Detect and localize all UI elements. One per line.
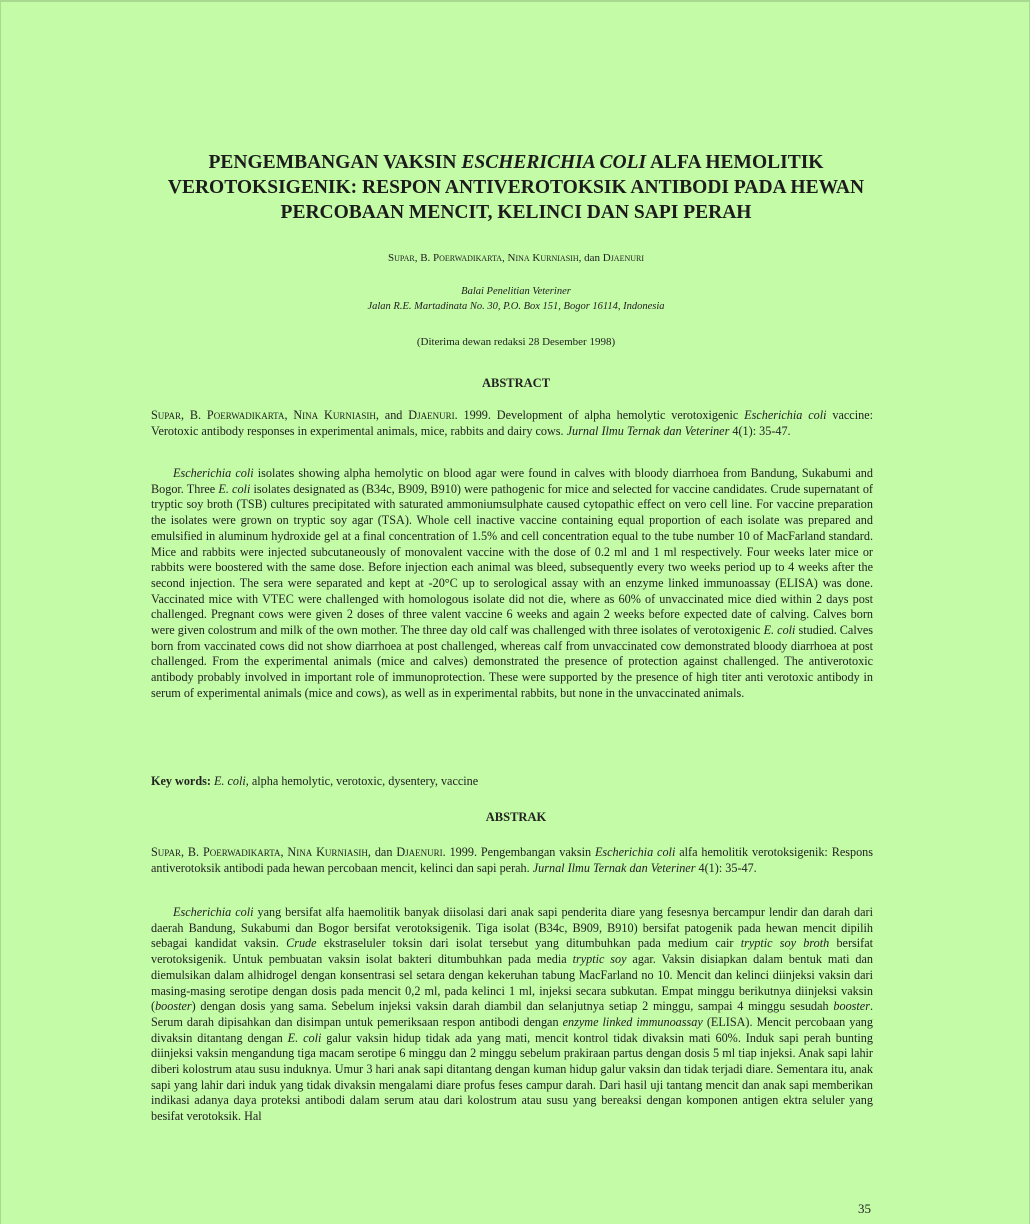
author-list: [1, 252, 1030, 264]
abstrak-text-2: ekstraseluler toksin dari isolat tersebut yang ditumbuhkan pada medium cair: [316, 936, 741, 951]
abstrak-text-7: (ELISA). Mencit percobaan yang divaksin ditantang dengan: [151, 1014, 873, 1045]
abstrak-text-1: yang bersifat alfa haemolitik banyak diisolasi dari anak sapi penderita diare yang fesesnya bercampur lendir dan darah dari daerah Bandung, Sukabumi dan Bogor bersifat verotoksigenik. Tiga isolat (B34c, B909, B910) bersifat patogenik pada hewan mencit dipilih sebagai kandidat vaksin.: [151, 905, 873, 951]
page-number: 35: [858, 1201, 871, 1216]
title-text-2: ALFA HEMOLITIK VEROTOKSIGENIK: RESPON ANTIVEROTOKSIK ANTIBODI PADA HEWAN PERCOBAAN MENCIT, KELINCI DAN SAPI PERAH: [167, 152, 865, 223]
abstract-citation-last-author: Djaenuri: [408, 408, 455, 422]
keywords-list: , alpha hemolytic, verotoxic, dysentery, vaccine: [245, 774, 479, 788]
abstrak-citation-journal: Jurnal Ilmu Ternak dan Veteriner: [532, 860, 696, 875]
abstrak-text-4: agar. Vaksin disiapkan dalam bentuk mati dan diemulsikan dalam alhidrogel dengan konsentrasi sel setara dengan kekeruhan tabung MacFarland no 10. Mencit dan kelinci diinjeksi vaksin dari masing-masing serotipe dengan dosis pada mencit 0,2 ml, pada kelinci 1 ml, injeksi secara subkutan. Empat minggu berikutnya diinjeksi vaksin (: [151, 952, 873, 1014]
abstract-text-2: isolates designated as (B34c, B909, B910) were pathogenic for mice and selected for vaccine candidates. Crude supernatant of tryptic soy broth (TSB) cultures precipitated with saturated ammoniumsulphate caused cytopathic effect on vero cell line. For vaccine preparation the isolates were grown on tryptic soy agar (TSA). Whole cell inactive vaccine containing equal proportion of each isolate was prepared and emulsified in aluminum hydroxide gel at a final concentration of 1.5% and cell concentration equal to the tube number 10 of MacFarland standard. Mice and rabbits were injected subcutaneously of monovalent vaccine with the dose of 0.2 ml and 1 ml respectively. Four weeks later mice or rabbits were boostered with the same dose. Before injection each animal was bleed, subsequently every two weeks period up to 4 weeks after the second injection. The sera were separated and kept at -20°C up to serological assay with an enzyme linked immunoassay (ELISA) was done. Vaccinated mice with VTEC were challenged with homologous isolate did not die, where as 60% of unvaccinated mice died within 2 days post challenged. Pregnant cows were given 2 doses of three valent vaccine 6 weeks and again 2 weeks before expected date of calving. Calves born were given colostrum and milk of the own mother. The three day old calf was challenged with three isolates of verotoxigenic: [151, 481, 873, 638]
author-names: Supar, B. Poerwadikarta, Nina Kurniasih,: [387, 252, 582, 264]
abstrak-body: [151, 905, 873, 1125]
abstract-italic-3: E. coli: [763, 623, 796, 638]
abstrak-text-5: ) dengan dosis yang sama. Sebelum injeksi vaksin darah diambil dan selanjutnya setiap 2 minggu, sampai 4 minggu sesudah: [191, 999, 834, 1014]
abstract-italic-2: E. coli: [218, 481, 251, 496]
abstract-citation: [151, 408, 873, 439]
abstract-body: [151, 466, 873, 702]
keywords: [151, 774, 873, 790]
abstrak-italic-4: tryptic soy: [572, 952, 627, 967]
title-italic-species: ESCHERICHIA COLI: [461, 152, 647, 173]
abstrak-italic-5: booster: [155, 999, 192, 1014]
abstrak-citation-and: dan: [370, 845, 397, 859]
abstract-italic-1: Escherichia coli: [173, 466, 254, 480]
abstrak-text-3: bersifat verotoksigenik. Untuk pembuatan vaksin isolat bakteri ditumbuhkan pada media: [151, 936, 873, 967]
abstract-citation-species: Escherichia coli: [744, 408, 827, 422]
title-text-1: PENGEMBANGAN VAKSIN: [208, 152, 462, 173]
affiliation: [1, 284, 1030, 314]
abstrak-citation-last-author: Djaenuri: [396, 845, 443, 859]
abstrak-citation-text-1: . 1999. Pengembangan vaksin: [442, 845, 595, 859]
abstrak-italic-1: Escherichia coli: [173, 905, 254, 919]
abstrak-citation-authors: Supar, B. Poerwadikarta, Nina Kurniasih,: [151, 845, 371, 859]
abstract-citation-journal: Jurnal Ilmu Ternak dan Veteriner: [566, 423, 730, 438]
paper-title: [151, 150, 881, 225]
abstract-heading: ABSTRACT: [481, 376, 551, 390]
abstract-citation-text-1: . 1999. Development of alpha hemolytic verotoxigenic: [454, 408, 745, 422]
abstrak-italic-3: tryptic soy broth: [740, 936, 830, 951]
keywords-italic: E. coli: [210, 774, 246, 788]
abstrak-citation-text-2: alfa hemolitik verotoksigenik: Respons antiverotoksik antibodi pada hewan percobaan mencit, kelinci dan sapi perah.: [151, 845, 874, 875]
received-date: (Diterima dewan redaksi 28 Desember 1998): [416, 336, 616, 348]
abstract-citation-authors: Supar, B. Poerwadikarta, Nina Kurniasih,: [151, 408, 379, 422]
affiliation-institution: Balai Penelitian Veteriner: [461, 286, 571, 297]
abstrak-italic-8: E. coli: [287, 1030, 322, 1045]
author-last: Djaenuri: [602, 252, 645, 264]
abstrak-text-6: . Serum darah dipisahkan dan disimpan untuk pemeriksaan respon antibodi dengan: [151, 999, 873, 1029]
abstract-text-1: isolates showing alpha hemolytic on blood agar were found in calves with bloody diarrhoea from Bandung, Sukabumi and Bogor. Three: [151, 466, 873, 496]
abstract-text-3: studied. Calves born from vaccinated cows did not show diarrhoea at post challenged, whereas calf from unvaccinated cow demonstrated bloody diarrhoea at post challenged. From the experimental animals (mice and calves) demonstrated the presence of protection against challenged. The antiverotoxic antibody probably involved in important role of immunoprotection. These were supported by the presence of high titer anti verotoxic antibody in serum of experimental animals (mice and cows), as well as in experimental rabbits, but none in the unvaccinated animals.: [151, 623, 873, 700]
abstrak-citation-text-3: 4(1): 35-47.: [695, 860, 757, 875]
abstrak-italic-6: booster: [833, 999, 870, 1014]
affiliation-address: Jalan R.E. Martadinata No. 30, P.O. Box 151, Bogor 16114, Indonesia: [367, 301, 665, 312]
abstrak-italic-7: enzyme linked immunoassay: [562, 1014, 703, 1029]
keywords-label: Key words:: [151, 774, 211, 788]
abstract-citation-text-2: vaccine: Verotoxic antibody responses in experimental animals, mice, rabbits and dairy cows.: [151, 408, 873, 438]
abstrak-text-8: galur vaksin hidup tidak ada yang mati, mencit kontrol tidak divaksin mati 60%. Induk sapi perah bunting diinjeksi vaksin mengandung tiga macam serotipe 6 minggu dan 2 minggu sebelum prakiraan partus dengan dosis 5 ml tiap injeksi. Anak sapi lahir diberi kolostrum atau susu induknya. Umur 3 hari anak sapi ditantang dengan kuman hidup galur vaksin dan tidak terjadi diare. Sementara itu, anak sapi yang lahir dari induk yang tidak divaksin mengalami diare profus feses campur darah. Dari hasil uji tantang mencit dan anak sapi memberikan indikasi adanya daya proteksi antibodi dalam serum atau dari kolostrum atau susu yang bereaksi dengan komponen antigen ektra seluler yang besifat verotoksik. Hal: [151, 1030, 873, 1124]
abstrak-italic-2: Crude: [286, 936, 317, 951]
abstrak-citation: [151, 845, 873, 876]
abstrak-heading: ABSTRAK: [485, 810, 547, 824]
author-conjunction: dan: [581, 252, 603, 264]
abstract-citation-text-3: 4(1): 35-47.: [729, 423, 791, 438]
abstrak-citation-species: Escherichia coli: [594, 845, 676, 859]
abstract-citation-and: and: [378, 408, 409, 422]
